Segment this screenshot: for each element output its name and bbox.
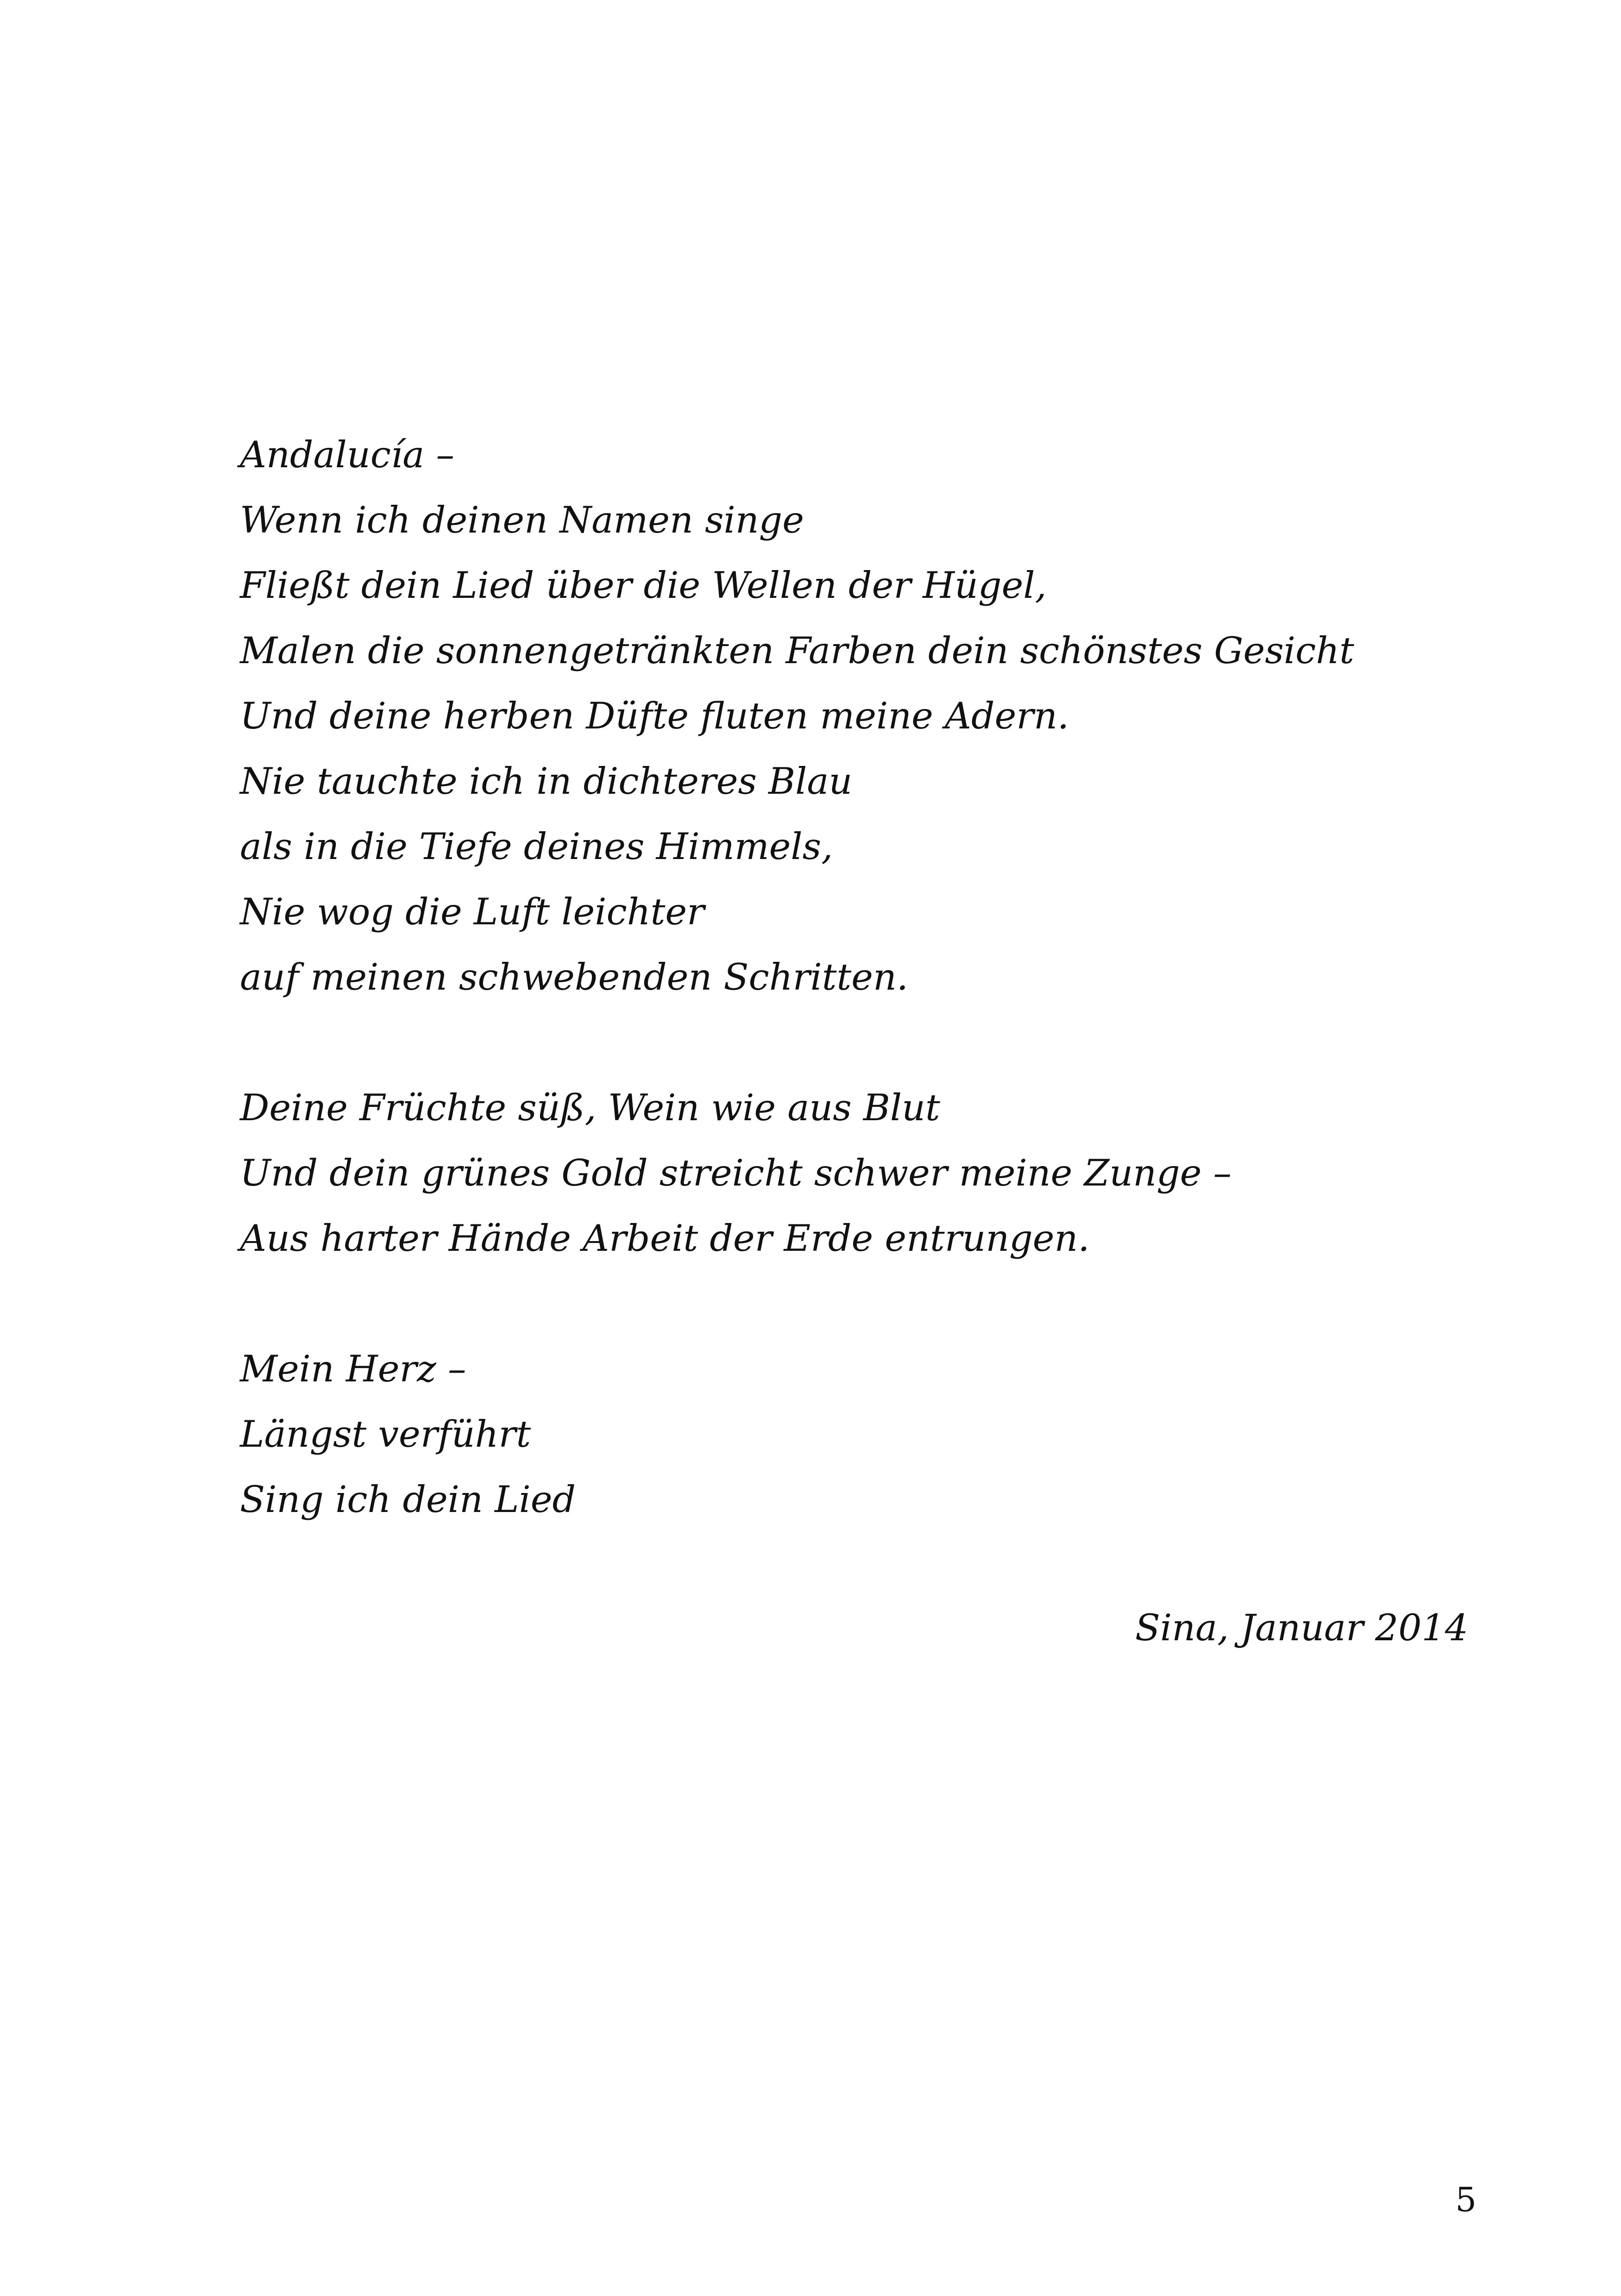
stanza-1: [240, 422, 1490, 1010]
poem-line: als in die Tiefe deines Himmels,: [240, 825, 833, 868]
poem-line: Längst verführt: [240, 1413, 531, 1455]
stanza-spacer: [240, 1010, 1490, 1075]
stanza-spacer: [240, 1271, 1490, 1336]
poem-line: Nie wog die Luft leichter: [240, 891, 704, 933]
poem-line: Und deine herben Düfte fluten meine Adern.: [240, 695, 1069, 737]
page-number: 5: [1455, 2180, 1476, 2219]
poem-line: Andalucía –: [240, 433, 454, 476]
stanza-2: [240, 1075, 1490, 1271]
poem-line: auf meinen schwebenden Schritten.: [240, 956, 908, 998]
poem-line: Sing ich dein Lied: [240, 1478, 576, 1521]
poem: [240, 422, 1490, 1532]
poem-line: Nie tauchte ich in dichteres Blau: [240, 760, 853, 803]
poem-line: Mein Herz –: [240, 1348, 466, 1390]
poem-line: Deine Früchte süß, Wein wie aus Blut: [240, 1086, 940, 1129]
stanza-3: [240, 1336, 1490, 1532]
poem-line: Malen die sonnengetränkten Farben dein schönstes Gesicht: [240, 629, 1354, 672]
poem-line: Aus harter Hände Arbeit der Erde entrungen.: [240, 1217, 1090, 1260]
poem-line: Wenn ich deinen Namen singe: [240, 499, 804, 541]
poem-line: Fließt dein Lied über die Wellen der Hügel,: [240, 564, 1047, 607]
poem-line: Und dein grünes Gold streicht schwer meine Zunge –: [240, 1152, 1232, 1194]
signature: Sina, Januar 2014: [1135, 1606, 1468, 1649]
